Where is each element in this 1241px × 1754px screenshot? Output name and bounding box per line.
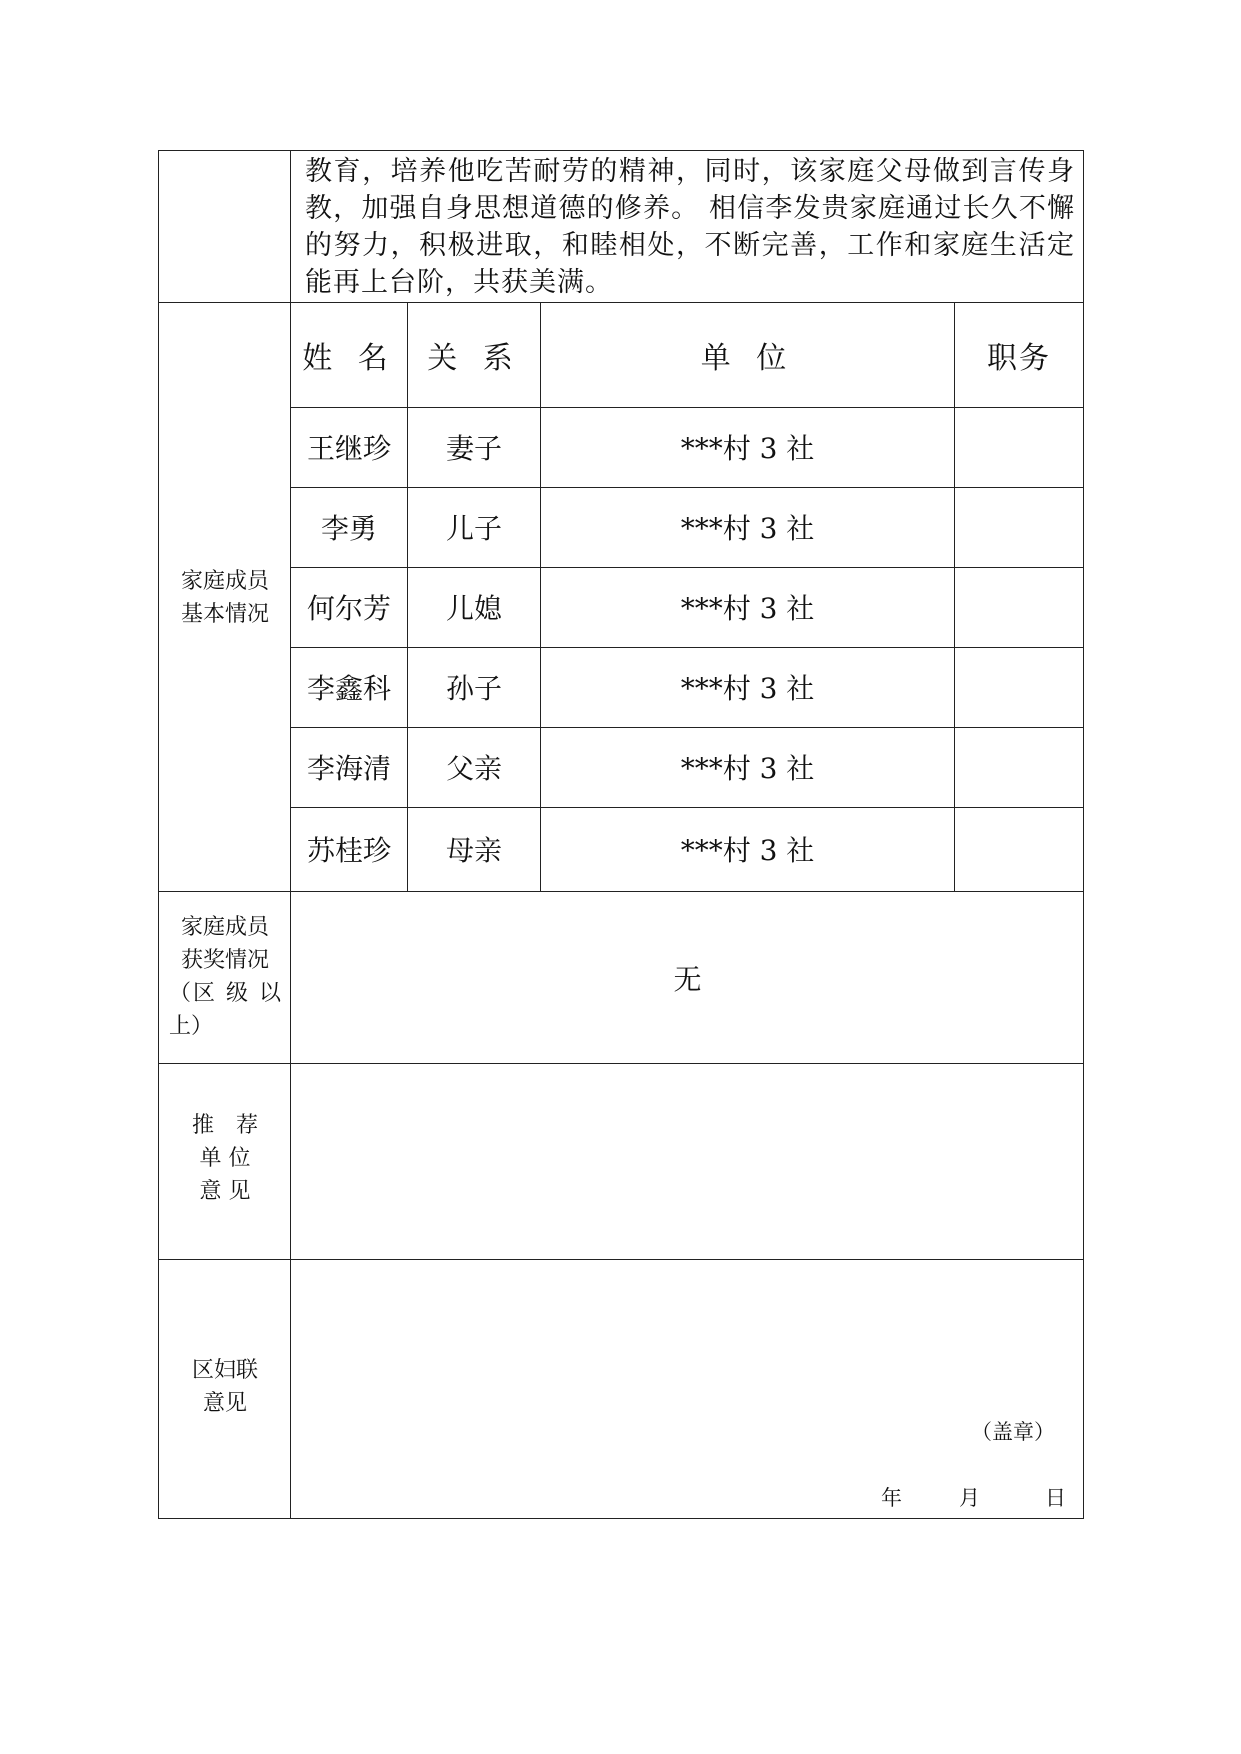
intro-paragraph: 教育，培养他吃苦耐劳的精神，同时，该家庭父母做到言传身教，加强自身思想道德的修养。 相信李发贵家庭通过长久不懈的努力，积极进取，和睦相处，不断完善，工作和家庭生活定能再上台阶，共获美满。 (305, 156, 1075, 298)
recommend-label (159, 1109, 291, 1208)
member-name: 李勇 (320, 512, 377, 545)
member-position (955, 807, 1083, 891)
awards-label-line2: 获奖情况 (180, 948, 269, 973)
federation-label-line2: 意见 (202, 1391, 247, 1416)
member-position (955, 487, 1083, 567)
family-form-table (158, 150, 1084, 1519)
member-name: 李海清 (306, 752, 391, 785)
header-relation: 关 系 (427, 341, 521, 376)
member-unit: ***村 3 社 (680, 752, 815, 785)
members-section-label (159, 565, 291, 631)
federation-label (159, 1354, 291, 1420)
recommend-label-line3: 意 见 (199, 1179, 251, 1204)
recommend-label-line2: 单 位 (199, 1146, 251, 1171)
row-divider (159, 891, 1083, 892)
seal-text: （盖章） (971, 1420, 1055, 1444)
member-relation: 父亲 (445, 752, 502, 785)
member-unit: ***村 3 社 (680, 592, 815, 625)
member-relation: 母亲 (445, 834, 502, 867)
header-position: 职务 (987, 341, 1051, 376)
member-unit: ***村 3 社 (680, 672, 815, 705)
date-day: 日 (1045, 1486, 1066, 1510)
awards-label-line1: 家庭成员 (180, 915, 269, 940)
member-name: 苏桂珍 (306, 834, 391, 867)
member-unit: ***村 3 社 (680, 512, 815, 545)
member-position (955, 647, 1083, 727)
member-relation: 儿媳 (445, 592, 502, 625)
awards-label-line4: 上） (169, 1014, 214, 1039)
member-name: 王继珍 (306, 432, 391, 465)
recommend-label-line1: 推 荐 (191, 1113, 258, 1138)
date-year: 年 (881, 1486, 902, 1510)
header-unit: 单 位 (700, 341, 795, 376)
member-relation: 儿子 (445, 512, 502, 545)
member-position (955, 407, 1083, 487)
member-unit: ***村 3 社 (680, 834, 815, 867)
member-relation: 孙子 (445, 672, 502, 705)
member-position (955, 567, 1083, 647)
members-label-line1: 家庭成员 (180, 569, 269, 594)
member-position (955, 727, 1083, 807)
member-name: 何尔芳 (306, 592, 391, 625)
member-name: 李鑫科 (306, 672, 391, 705)
awards-value: 无 (673, 963, 702, 996)
awards-label-line3: （区 级 以 (169, 981, 283, 1006)
member-relation: 妻子 (445, 432, 502, 465)
members-label-line2: 基本情况 (180, 602, 269, 627)
member-unit: ***村 3 社 (680, 432, 815, 465)
date-month: 月 (959, 1486, 980, 1510)
header-name: 姓 名 (302, 341, 396, 376)
federation-label-line1: 区妇联 (191, 1358, 258, 1383)
row-divider (159, 1259, 1083, 1260)
awards-label (159, 911, 291, 1043)
row-divider (159, 1063, 1083, 1064)
